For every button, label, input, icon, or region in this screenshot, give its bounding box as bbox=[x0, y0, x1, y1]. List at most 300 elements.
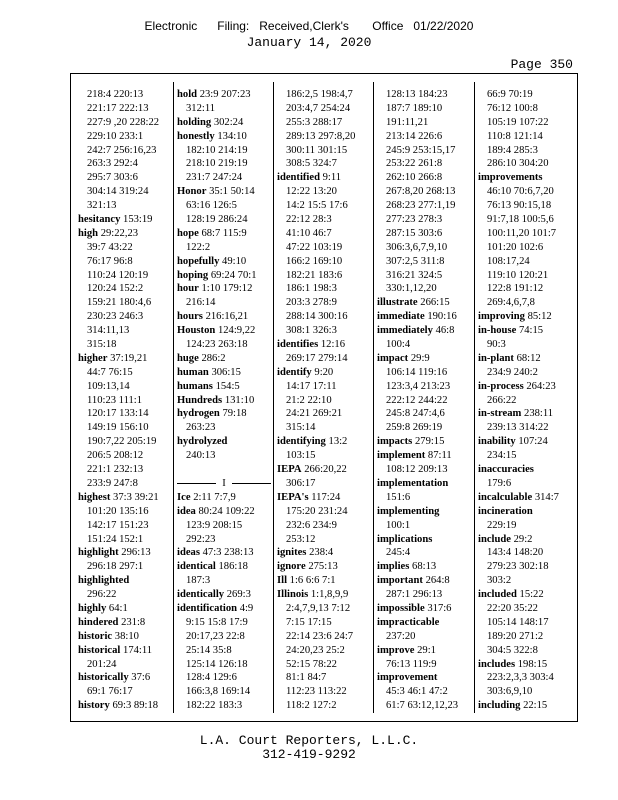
index-refs-continued: 100:4 bbox=[386, 339, 411, 351]
index-entry bbox=[478, 352, 574, 366]
index-refs: 37:6 bbox=[131, 672, 151, 684]
index-refs-continued: 287:1 296:13 bbox=[386, 589, 443, 601]
index-refs: 1:10 179:12 bbox=[201, 283, 253, 295]
index-refs-continued: 288:14 300:16 bbox=[286, 311, 348, 323]
index-entry bbox=[78, 491, 172, 505]
index-refs: 37:3 39:21 bbox=[113, 491, 159, 503]
index-refs-continued: 166:2 169:10 bbox=[286, 255, 343, 267]
index-refs-continued: 12:22 13:20 bbox=[286, 186, 337, 198]
index-refs-continued: 223:2,3,3 303:4 bbox=[487, 672, 554, 684]
index-refs: 124:9,22 bbox=[217, 325, 256, 337]
index-headword: hydrogen bbox=[177, 408, 220, 420]
index-refs-continued: 230:23 246:3 bbox=[87, 311, 144, 323]
index-refs: 266:20,22 bbox=[304, 464, 347, 476]
index-refs-continued: 277:23 278:3 bbox=[386, 214, 443, 226]
index-refs-continued: 91:7,18 100:5,6 bbox=[487, 214, 554, 226]
index-refs-continued: 142:17 151:23 bbox=[87, 519, 149, 531]
index-refs: 154:5 bbox=[215, 380, 240, 392]
index-refs: 87:11 bbox=[427, 450, 452, 462]
index-refs-continued: 187:3 bbox=[186, 575, 211, 587]
index-column-1 bbox=[78, 88, 172, 713]
index-refs-continued: 222:12 244:22 bbox=[386, 394, 448, 406]
index-refs: 153:19 bbox=[123, 214, 153, 226]
index-headword: huge bbox=[177, 352, 199, 364]
index-entry bbox=[478, 380, 574, 394]
index-entry bbox=[177, 227, 271, 241]
column-divider bbox=[273, 82, 274, 713]
index-refs-continued: 101:20 102:6 bbox=[487, 241, 544, 253]
index-refs-continued: 159:21 180:4,6 bbox=[87, 297, 152, 309]
index-refs-continued: 69:1 76:17 bbox=[87, 686, 133, 698]
index-refs: 29:9 bbox=[410, 352, 430, 364]
index-refs-continued: 242:7 256:16,23 bbox=[87, 144, 157, 156]
index-refs-continued: 122:2 bbox=[186, 241, 211, 253]
index-refs-continued: 22:14 23:6 24:7 bbox=[286, 630, 354, 642]
index-refs-continued: 239:13 314:22 bbox=[487, 422, 549, 434]
index-refs-continued: 315:14 bbox=[286, 422, 316, 434]
index-refs: 37:19,21 bbox=[110, 352, 148, 364]
index-headword: identically bbox=[177, 589, 225, 601]
index-refs-continued: 120:17 133:14 bbox=[87, 408, 149, 420]
page-number: Page 350 bbox=[510, 57, 573, 72]
index-headword: ignore bbox=[277, 561, 306, 573]
index-refs-continued: 109:13,14 bbox=[87, 380, 130, 392]
index-refs-continued: 314:11,13 bbox=[87, 325, 130, 337]
index-refs: 231:8 bbox=[121, 616, 146, 628]
index-refs-continued: 118:2 127:2 bbox=[286, 700, 337, 712]
index-entry bbox=[377, 616, 471, 630]
index-headword: in-process bbox=[478, 380, 524, 392]
index-refs: 302:24 bbox=[213, 116, 244, 128]
index-refs-continued: 110:24 120:19 bbox=[87, 269, 149, 281]
index-headword: honestly bbox=[177, 130, 215, 142]
index-refs-continued: 63:16 126:5 bbox=[186, 200, 237, 212]
index-headword: illustrate bbox=[377, 297, 418, 309]
index-column-2 bbox=[177, 88, 271, 713]
index-headword: history bbox=[78, 700, 110, 712]
index-refs: 74:15 bbox=[518, 325, 544, 337]
index-refs: 306:15 bbox=[211, 366, 241, 378]
index-refs-continued: 22:12 28:3 bbox=[286, 214, 332, 226]
index-refs: 29:2 bbox=[513, 533, 533, 545]
index-entry bbox=[478, 435, 574, 449]
index-refs-continued: 120:24 152:2 bbox=[87, 283, 144, 295]
index-refs-continued: 108:12 209:13 bbox=[386, 464, 448, 476]
index-refs-continued: 229:19 bbox=[487, 519, 517, 531]
index-headword: improvement bbox=[377, 672, 438, 684]
index-headword: Houston bbox=[177, 325, 216, 337]
index-refs-continued: 303:2 bbox=[487, 575, 512, 587]
index-refs: 264:8 bbox=[425, 575, 450, 587]
index-entry bbox=[377, 296, 471, 310]
index-entry bbox=[377, 435, 471, 449]
index-entry bbox=[177, 255, 271, 269]
index-refs: 29:22,23 bbox=[100, 227, 139, 239]
transcript-date: January 14, 2020 bbox=[246, 35, 372, 50]
index-headword: identifies bbox=[277, 339, 319, 351]
index-refs-continued: 292:23 bbox=[186, 533, 216, 545]
index-refs-continued: 234:9 240:2 bbox=[487, 366, 538, 378]
index-refs-continued: 245:4 bbox=[386, 547, 411, 559]
index-headword: humans bbox=[177, 380, 213, 392]
index-entry bbox=[377, 644, 471, 658]
index-entry bbox=[177, 407, 271, 421]
index-refs: 131:10 bbox=[224, 394, 255, 406]
index-headword: in-house bbox=[478, 325, 517, 337]
index-refs-continued: 234:15 bbox=[487, 450, 517, 462]
index-headword: holding bbox=[177, 116, 212, 128]
index-refs-continued: 245:8 247:4,6 bbox=[386, 408, 445, 420]
index-entry bbox=[277, 338, 371, 352]
index-entry bbox=[277, 574, 371, 588]
index-entry bbox=[377, 560, 471, 574]
index-refs-continued: 128:19 286:24 bbox=[186, 214, 248, 226]
index-headword: improvements bbox=[478, 172, 543, 184]
index-headword: incalculable bbox=[478, 491, 533, 503]
index-headword: identify bbox=[277, 366, 312, 378]
index-headword: historically bbox=[78, 672, 129, 684]
index-headword: hold bbox=[177, 89, 198, 100]
index-refs-continued: 231:7 247:24 bbox=[186, 172, 243, 184]
index-headword: hope bbox=[177, 227, 199, 239]
index-refs-continued: 259:8 269:19 bbox=[386, 422, 443, 434]
index-entry bbox=[377, 602, 471, 616]
index-refs-continued: 81:1 84:7 bbox=[286, 672, 327, 684]
index-column-5 bbox=[478, 88, 574, 713]
index-headword: impossible bbox=[377, 602, 425, 614]
index-entry bbox=[177, 352, 271, 366]
index-refs: 216:16,21 bbox=[205, 311, 249, 323]
index-refs-continued: 304:5 322:8 bbox=[487, 644, 538, 656]
index-headword: Ice bbox=[177, 491, 191, 503]
index-headword: implementation bbox=[377, 477, 449, 489]
index-refs-continued: 21:2 22:10 bbox=[286, 394, 332, 406]
index-refs-continued: 229:10 233:1 bbox=[87, 130, 144, 142]
index-refs: 286:2 bbox=[201, 352, 226, 364]
index-refs-continued: 110:8 121:14 bbox=[487, 130, 543, 142]
index-entry bbox=[177, 185, 271, 199]
index-refs: 23:9 207:23 bbox=[199, 89, 251, 100]
index-headword: improving bbox=[478, 311, 525, 323]
blank-line bbox=[177, 463, 271, 477]
index-refs: 117:24 bbox=[311, 491, 341, 503]
index-entry bbox=[78, 602, 172, 616]
index-entry bbox=[277, 560, 371, 574]
index-entry bbox=[177, 394, 271, 408]
index-refs-continued: 9:15 15:8 17:9 bbox=[186, 616, 248, 628]
index-refs-continued: 100:1 bbox=[386, 519, 411, 531]
index-refs-continued: 237:20 bbox=[386, 630, 416, 642]
index-refs-continued: 101:20 135:16 bbox=[87, 505, 149, 517]
index-entry bbox=[78, 546, 172, 560]
index-refs-continued: 312:11 bbox=[186, 102, 216, 114]
index-headword: included bbox=[478, 589, 517, 601]
index-entry bbox=[177, 491, 271, 505]
index-entry bbox=[177, 269, 271, 283]
index-entry bbox=[78, 699, 172, 713]
index-headword: historical bbox=[78, 644, 121, 656]
index-refs-continued: 330:1,12,20 bbox=[386, 283, 437, 295]
index-entry bbox=[478, 505, 574, 519]
index-refs-continued: 267:8,20 268:13 bbox=[386, 186, 456, 198]
index-refs-continued: 296:18 297:1 bbox=[87, 561, 144, 573]
index-refs-continued: 66:9 70:19 bbox=[487, 89, 533, 100]
section-rule bbox=[232, 483, 271, 484]
index-entry bbox=[177, 602, 271, 616]
index-refs-continued: 306:17 bbox=[286, 477, 316, 489]
index-entry bbox=[177, 130, 271, 144]
index-refs-continued: 108:17,24 bbox=[487, 255, 530, 267]
index-refs-continued: 227:9 ,20 228:22 bbox=[87, 116, 160, 128]
index-refs-continued: 316:21 324:5 bbox=[386, 269, 443, 281]
index-refs-continued: 175:20 231:24 bbox=[286, 505, 348, 517]
index-refs: 264:23 bbox=[526, 380, 556, 392]
index-refs: 198:15 bbox=[517, 658, 548, 670]
index-refs-continued: 76:13 119:9 bbox=[386, 658, 437, 670]
index-headword: inability bbox=[478, 436, 516, 448]
index-entry bbox=[177, 560, 271, 574]
index-headword: Ill bbox=[277, 575, 288, 587]
index-headword: Hundreds bbox=[177, 394, 223, 406]
index-headword: hindered bbox=[78, 616, 119, 628]
index-refs-continued: 221:17 222:13 bbox=[87, 102, 149, 114]
index-entry bbox=[177, 435, 271, 449]
index-headword: implications bbox=[377, 533, 433, 545]
index-refs-continued: 206:5 208:12 bbox=[87, 450, 144, 462]
index-refs: 2:11 7:7,9 bbox=[193, 491, 236, 503]
section-letter-label: I bbox=[222, 477, 226, 489]
index-refs: 85:12 bbox=[527, 311, 552, 323]
index-refs-continued: 253:22 261:8 bbox=[386, 158, 443, 170]
index-refs: 46:8 bbox=[435, 325, 455, 337]
index-refs-continued: 7:15 17:15 bbox=[286, 616, 332, 628]
index-entry bbox=[277, 546, 371, 560]
footer-phone: 312-419-9292 bbox=[262, 747, 356, 762]
index-refs-continued: 186:2,5 198:4,7 bbox=[286, 89, 353, 100]
index-entry bbox=[78, 671, 172, 685]
index-refs-continued: 308:1 326:3 bbox=[286, 325, 337, 337]
index-refs-continued: 303:6,9,10 bbox=[487, 686, 533, 698]
index-refs: 68:13 bbox=[412, 561, 437, 573]
index-refs-continued: 122:8 191:12 bbox=[487, 283, 544, 295]
index-refs-continued: 76:12 100:8 bbox=[487, 102, 538, 114]
index-refs-continued: 39:7 43:22 bbox=[87, 241, 133, 253]
index-refs: 4:9 bbox=[239, 602, 254, 614]
index-refs: 186:18 bbox=[218, 561, 248, 573]
column-divider bbox=[173, 82, 174, 713]
index-refs-continued: 47:22 103:19 bbox=[286, 241, 343, 253]
index-refs: 107:24 bbox=[518, 436, 548, 448]
index-refs-continued: 189:4 285:3 bbox=[487, 144, 538, 156]
column-divider bbox=[474, 82, 475, 713]
index-headword: in-stream bbox=[478, 408, 522, 420]
index-headword: includes bbox=[478, 658, 516, 670]
index-column-3 bbox=[277, 88, 371, 713]
index-refs: 47:3 238:13 bbox=[202, 547, 254, 559]
index-entry bbox=[277, 435, 371, 449]
index-refs-continued: 100:11,20 101:7 bbox=[487, 227, 557, 239]
index-entry bbox=[478, 491, 574, 505]
index-refs-continued: 304:14 319:24 bbox=[87, 186, 149, 198]
index-headword: in-plant bbox=[478, 352, 514, 364]
index-headword: human bbox=[177, 366, 209, 378]
index-refs-continued: 307:2,5 311:8 bbox=[386, 255, 445, 267]
index-refs-continued: 123:9 208:15 bbox=[186, 519, 243, 531]
index-refs-continued: 105:14 148:17 bbox=[487, 616, 549, 628]
index-entry bbox=[377, 505, 471, 519]
index-refs-continued: 203:4,7 254:24 bbox=[286, 102, 351, 114]
filing-stamp: Electronic Filing: Received,Clerk's Office 01/22/2020 bbox=[144, 19, 474, 33]
index-refs-continued: 263:23 bbox=[186, 422, 216, 434]
index-refs-continued: 2:4,7,9,13 7:12 bbox=[286, 602, 351, 614]
section-rule bbox=[177, 483, 216, 484]
index-refs-continued: 143:4 148:20 bbox=[487, 547, 544, 559]
index-refs-continued: 321:13 bbox=[87, 200, 117, 212]
index-headword: identifying bbox=[277, 436, 326, 448]
index-refs-continued: 110:23 111:1 bbox=[87, 394, 143, 406]
index-headword: improve bbox=[377, 644, 415, 656]
index-entry bbox=[78, 616, 172, 630]
index-refs: 269:3 bbox=[226, 589, 251, 601]
index-refs: 174:11 bbox=[123, 644, 153, 656]
index-refs-continued: 213:14 226:6 bbox=[386, 130, 443, 142]
index-refs-continued: 201:24 bbox=[87, 658, 117, 670]
index-entry bbox=[78, 213, 172, 227]
index-refs-continued: 218:4 220:13 bbox=[87, 89, 144, 100]
footer-company: L.A. Court Reporters, L.L.C. bbox=[199, 733, 419, 748]
index-headword: IEPA's bbox=[277, 491, 309, 503]
index-entry bbox=[377, 352, 471, 366]
index-entry bbox=[478, 533, 574, 547]
index-refs-continued: 44:7 76:15 bbox=[87, 366, 133, 378]
index-entry bbox=[478, 171, 574, 185]
index-refs-continued: 266:22 bbox=[487, 394, 517, 406]
index-entry bbox=[377, 574, 471, 588]
index-entry bbox=[478, 588, 574, 602]
index-entry bbox=[177, 116, 271, 130]
index-refs: 69:3 89:18 bbox=[112, 700, 159, 712]
column-divider bbox=[373, 82, 374, 713]
index-refs-continued: 128:13 184:23 bbox=[386, 89, 448, 100]
index-refs-continued: 279:23 302:18 bbox=[487, 561, 549, 573]
index-refs: 9:11 bbox=[322, 172, 342, 184]
index-headword: historic bbox=[78, 630, 113, 642]
index-entry bbox=[478, 699, 574, 713]
index-refs-continued: 41:10 46:7 bbox=[286, 227, 332, 239]
index-refs-continued: 25:14 35:8 bbox=[186, 644, 232, 656]
index-refs: 35:1 50:14 bbox=[209, 186, 255, 198]
index-refs-continued: 24:21 269:21 bbox=[286, 408, 343, 420]
index-refs: 12:16 bbox=[320, 339, 345, 351]
index-refs: 13:2 bbox=[328, 436, 348, 448]
index-refs-continued: 245:9 253:15,17 bbox=[386, 144, 456, 156]
index-refs-continued: 52:15 78:22 bbox=[286, 658, 337, 670]
index-refs-continued: 46:10 70:6,7,20 bbox=[487, 186, 554, 198]
index-headword: immediate bbox=[377, 311, 425, 323]
index-refs-continued: 182:10 214:19 bbox=[186, 144, 248, 156]
index-headword: hopefully bbox=[177, 255, 220, 267]
index-entry bbox=[177, 282, 271, 296]
index-headword: implementing bbox=[377, 505, 440, 517]
index-refs-continued: 268:23 277:1,19 bbox=[386, 200, 456, 212]
index-refs: 80:24 109:22 bbox=[198, 505, 255, 517]
index-refs-continued: 14:2 15:5 17:6 bbox=[286, 200, 348, 212]
index-refs: 238:4 bbox=[309, 547, 334, 559]
index-refs-continued: 189:20 271:2 bbox=[487, 630, 544, 642]
index-refs-continued: 262:10 266:8 bbox=[386, 172, 443, 184]
index-entry bbox=[377, 310, 471, 324]
index-refs: 296:13 bbox=[121, 547, 151, 559]
index-refs: 69:24 70:1 bbox=[210, 269, 257, 281]
index-headword: hesitancy bbox=[78, 214, 121, 226]
index-refs-continued: 124:23 263:18 bbox=[186, 339, 248, 351]
index-entry bbox=[177, 310, 271, 324]
index-headword: ignites bbox=[277, 547, 307, 559]
index-refs-continued: 263:3 292:4 bbox=[87, 158, 138, 170]
index-headword: highlight bbox=[78, 547, 119, 559]
index-headword: high bbox=[78, 227, 99, 239]
index-column-4 bbox=[377, 88, 471, 713]
index-entry bbox=[78, 352, 172, 366]
index-refs-continued: 296:22 bbox=[87, 589, 117, 601]
index-refs-continued: 103:15 bbox=[286, 450, 316, 462]
index-refs-continued: 112:23 113:22 bbox=[286, 686, 347, 698]
index-headword: Illinois bbox=[277, 589, 309, 601]
index-entry bbox=[177, 380, 271, 394]
index-refs: 266:15 bbox=[420, 297, 450, 309]
index-entry bbox=[78, 630, 172, 644]
index-headword: ideas bbox=[177, 547, 200, 559]
index-refs-continued: 125:14 126:18 bbox=[186, 658, 248, 670]
index-entry bbox=[277, 366, 371, 380]
index-headword: hoping bbox=[177, 269, 209, 281]
index-refs-continued: 306:3,6,7,9,10 bbox=[386, 241, 448, 253]
index-entry bbox=[478, 310, 574, 324]
index-refs-continued: 166:3,8 169:14 bbox=[186, 686, 251, 698]
index-refs: 15:22 bbox=[519, 589, 544, 601]
index-headword: implement bbox=[377, 450, 426, 462]
index-refs: 279:15 bbox=[414, 436, 445, 448]
index-refs-continued: 269:17 279:14 bbox=[286, 352, 348, 364]
index-entry bbox=[277, 588, 371, 602]
index-refs-continued: 61:7 63:12,12,23 bbox=[386, 700, 459, 712]
index-refs: 238:11 bbox=[524, 408, 554, 420]
index-headword: hydrolyzed bbox=[177, 436, 228, 448]
index-refs-continued: 295:7 303:6 bbox=[87, 172, 138, 184]
index-headword: impracticable bbox=[377, 616, 440, 628]
index-entry bbox=[78, 227, 172, 241]
index-refs-continued: 190:7,22 205:19 bbox=[87, 436, 157, 448]
index-refs-continued: 24:20,23 25:2 bbox=[286, 644, 345, 656]
index-headword: immediately bbox=[377, 325, 433, 337]
index-refs-continued: 151:6 bbox=[386, 491, 411, 503]
index-refs-continued: 76:13 90:15,18 bbox=[487, 200, 552, 212]
section-letter bbox=[177, 477, 271, 491]
index-headword: highlighted bbox=[78, 575, 130, 587]
index-refs-continued: 151:24 152:1 bbox=[87, 533, 144, 545]
index-refs-continued: 187:7 189:10 bbox=[386, 102, 443, 114]
index-entry bbox=[177, 366, 271, 380]
index-headword: identical bbox=[177, 561, 216, 573]
index-entry bbox=[177, 505, 271, 519]
index-headword: higher bbox=[78, 352, 108, 364]
index-entry bbox=[478, 324, 574, 338]
index-headword: impact bbox=[377, 352, 409, 364]
index-refs: 49:10 bbox=[222, 255, 247, 267]
index-refs-continued: 218:10 219:19 bbox=[186, 158, 248, 170]
index-entry bbox=[377, 477, 471, 491]
index-refs-continued: 186:1 198:3 bbox=[286, 283, 337, 295]
